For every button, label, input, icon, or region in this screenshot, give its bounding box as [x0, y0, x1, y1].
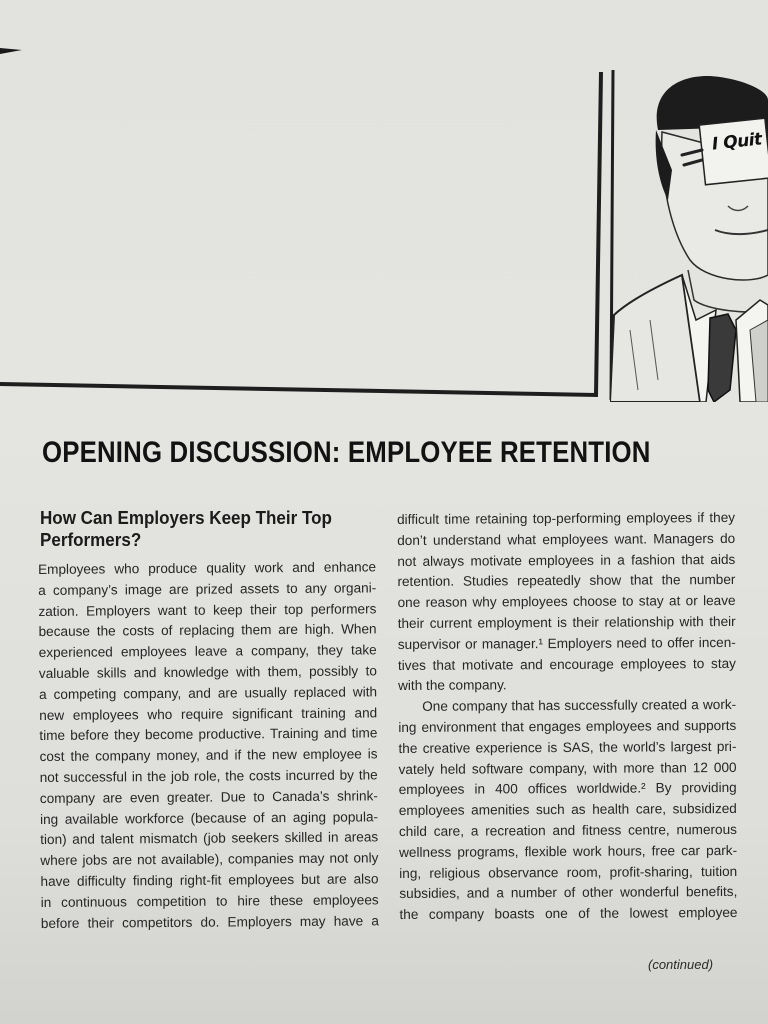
body-line: wellness programs, flexible work hours, free car park- [399, 842, 738, 860]
page-heading: OPENING DISCUSSION: EMPLOYEE RETENTION [42, 436, 651, 469]
body-line: a company’s image are prized assets to any organi- [38, 580, 377, 598]
body-line: company are even greater. Due to Canada’s shrink- [39, 788, 378, 806]
body-line: in continuous competition to hire these employees [40, 892, 379, 910]
body-left-column [38, 557, 379, 934]
body-line: Employees who produce quality work and enhance [38, 559, 377, 577]
body-line: employees in 400 offices worldwide.² By providing [398, 780, 737, 798]
body-line: don’t understand what employees want. Managers do [397, 530, 736, 548]
body-line: have difficulty finding right-fit employees but are also [40, 871, 379, 889]
body-line: experienced employees leave a company, they take [38, 642, 377, 661]
body-line: zation. Employers want to keep their top performers [38, 600, 377, 619]
body-line: retention. Studies repeatedly show that the number [397, 572, 736, 590]
body-line: time before they become productive. Training and time [39, 725, 378, 744]
body-line: difficult time retaining top-performing employees if they [397, 509, 736, 527]
body-line: tives that motivate and encourage employees to stay [397, 655, 736, 673]
body-line: one reason why employees choose to stay at or leave [397, 593, 736, 611]
body-line: not successful in the job role, the costs incurred by the [39, 767, 378, 785]
body-line: before their competitors do. Employers may have a [40, 912, 379, 931]
continued-label: (continued) [648, 957, 714, 972]
section-subheading: How Can Employers Keep Their Top Performers? [40, 507, 332, 550]
body-line: ing environment that engages employees and supports [398, 717, 737, 735]
body-line: because the costs of replacing them are high. When [38, 621, 377, 640]
body-line: child care, a recreation and fitness centre, numerous [398, 821, 738, 839]
body-right-column [397, 508, 738, 926]
body-line: where jobs are not available), companies may not only [40, 850, 379, 869]
man-holding-quit-sign-icon [610, 70, 768, 402]
body-line: vately held software company, with more than 12 000 [398, 759, 737, 777]
body-line: supervisor or manager.¹ Employers need to offer incen- [397, 634, 736, 652]
body-line: with the company. [398, 677, 507, 694]
body-line: cost the company money, and if the new employee is [39, 746, 378, 765]
quit-sign-text: I Quit [711, 129, 763, 155]
body-line: ing available workforce (because of an aging popula- [39, 808, 379, 827]
body-line: One company that has successfully created a work- [422, 697, 737, 715]
body-line: a competing company, and are usually replaced with [38, 684, 378, 702]
body-line: not always motivate employees in a fashion that aids [397, 551, 736, 569]
body-line: their current employment is their relationship with their [397, 613, 736, 631]
body-line: ing, religious observance room, profit-sharing, tuition [399, 863, 738, 881]
body-line: subsidies, and a number of other wonderful benefits, [399, 884, 738, 902]
body-line: new employees who require significant training and [39, 704, 378, 723]
body-line: employees amenities such as health care, subsidized [398, 801, 737, 819]
body-line: the company boasts one of the lowest employee [399, 905, 738, 923]
body-line: valuable skills and knowledge with them, possibly to [38, 663, 377, 681]
body-line: the creative experience is SAS, the world’s largest pri- [398, 738, 737, 756]
body-line: tion) and talent mismatch (job seekers skilled in areas [40, 829, 379, 848]
